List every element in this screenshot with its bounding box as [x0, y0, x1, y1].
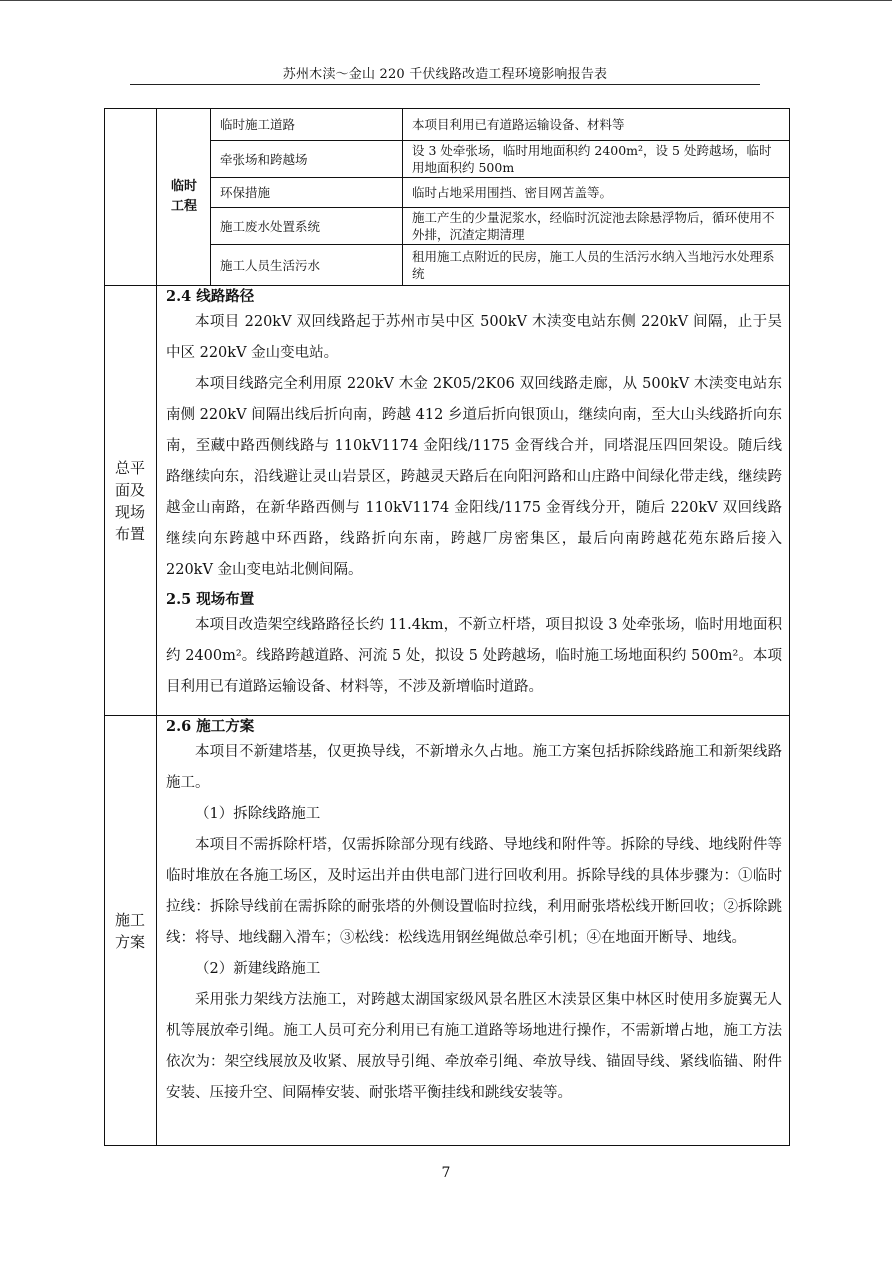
route-paragraph-1: 本项目 220kV 双回线路起于苏州市吴中区 500kV 木渎变电站东侧 220kV 间隔，止于吴中区 220kV 金山变电站。 [166, 314, 782, 361]
table-divider [104, 715, 789, 716]
table-cell [412, 141, 778, 177]
table-cell [220, 245, 396, 285]
route-paragraph-2: 本项目线路完全利用原 220kV 木金 2K05/2K06 双回线路走廊，从 500kV 木渎变电站东南侧 220kV 间隔出线后折向南，跨越 412 乡道后折向银顶山，继续向南，至大山头线路折向东南，至藏中路西侧线路与 110kV1174 金阳线/1175 金胥线合并，同塔混压四回架设。随后线路继续向东，沿线避让灵山岩景区，跨越灵天路后在向阳河路和山庄路中间绿化带走线，继续跨越金山南路，在新华路西侧与 110kV1174 金阳线/1175 金胥线分开，随后 220kV 双回线路继续向东跨越中环西路，线路折向东南，跨越厂房密集区，最后向南跨越花苑东路后接入 220kV 金山变电站北侧间隔。 [166, 376, 782, 578]
table-cell [220, 109, 396, 140]
layout-section-content [166, 287, 782, 703]
construction-section-label [104, 716, 156, 1145]
removal-subheading: （1）拆除线路施工 [195, 806, 321, 822]
page-number: 7 [441, 1165, 451, 1181]
table-cell [220, 178, 396, 207]
table-cell [412, 208, 778, 244]
table-divider [210, 108, 211, 285]
temp-item-desc: 设 3 处牵张场，临时用地面积约 2400m²，设 5 处跨越场，临时用地面积约 500m [412, 143, 772, 175]
temp-item-desc: 本项目利用已有道路运输设备、材料等 [412, 117, 625, 132]
temp-item-name: 施工人员生活污水 [220, 257, 321, 273]
layout-section-label [104, 286, 156, 715]
header-rule [130, 84, 760, 85]
temp-item-name: 施工废水处置系统 [220, 218, 321, 234]
table-divider [156, 108, 157, 1145]
temp-works-label [158, 108, 210, 285]
temp-item-name: 临时施工道路 [220, 117, 296, 132]
table-divider [402, 108, 403, 285]
temp-item-desc: 临时占地采用围挡、密目网苫盖等。 [412, 185, 613, 200]
construction-section-label-text: 施工方案 [114, 910, 145, 951]
table-divider [104, 285, 789, 286]
construction-section-content [166, 717, 782, 1109]
temp-item-name: 环保措施 [220, 185, 271, 200]
removal-paragraph: 本项目不需拆除杆塔，仅需拆除部分现有线路、导地线和附件等。拆除的导线、地线附件等临时堆放在各施工场区，及时运出并由供电部门进行回收利用。拆除导线的具体步骤为：①临时拉线：拆除导线前在需拆除的耐张塔的外侧设置临时拉线，利用耐张塔松线开断回收；②拆除跳线：将导、地线翻入滑车；③松线：松线选用钢丝绳做总牵引机；④在地面开断导、地线。 [166, 837, 782, 946]
construction-paragraph-1: 本项目不新建塔基，仅更换导线，不新增永久占地。施工方案包括拆除线路施工和新架线路施工。 [166, 744, 782, 791]
temp-item-desc: 施工产生的少量泥浆水，经临时沉淀池去除悬浮物后，循环使用不外排，沉渣定期清理 [412, 210, 775, 242]
site-heading: 2.5 现场布置 [166, 591, 255, 608]
route-heading: 2.4 线路路径 [166, 288, 255, 305]
temp-item-name: 牵张场和跨越场 [220, 151, 308, 167]
table-cell [220, 208, 396, 244]
table-cell [412, 109, 778, 140]
table-cell [220, 141, 396, 177]
top-border-line [0, 0, 892, 1]
layout-section-label-text: 总平面及现场布置 [114, 458, 145, 543]
temp-item-desc: 租用施工点附近的民房，施工人员的生活污水纳入当地污水处理系统 [412, 249, 775, 281]
new-line-subheading: （2）新建线路施工 [195, 961, 321, 977]
construction-heading: 2.6 施工方案 [166, 718, 255, 735]
document-header-title: 苏州木渎～金山 220 千伏线路改造工程环境影响报告表 [282, 67, 608, 82]
site-paragraph: 本项目改造架空线路路径长约 11.4km，不新立杆塔，项目拟设 3 处牵张场，临时用地面积约 2400m²。线路跨越道路、河流 5 处，拟设 5 处跨越场，临时施工场地面积约 500m²。本项目利用已有道路运输设备、材料等，不涉及新增临时道路。 [166, 617, 782, 695]
table-cell [412, 245, 778, 285]
table-cell [412, 178, 778, 207]
new-line-paragraph: 采用张力架线方法施工，对跨越太湖国家级风景名胜区木渎景区集中林区时使用多旋翼无人机等展放牵引绳。施工人员可充分利用已有施工道路等场地进行操作，不需新增占地，施工方法依次为：架空线展放及收紧、展放导引绳、牵放牵引绳、牵放导线、锚固导线、紧线临锚、附件安装、压接升空、间隔棒安装、耐张塔平衡挂线和跳线安装等。 [166, 992, 782, 1101]
temp-works-label-text: 临时工程 [170, 178, 197, 214]
